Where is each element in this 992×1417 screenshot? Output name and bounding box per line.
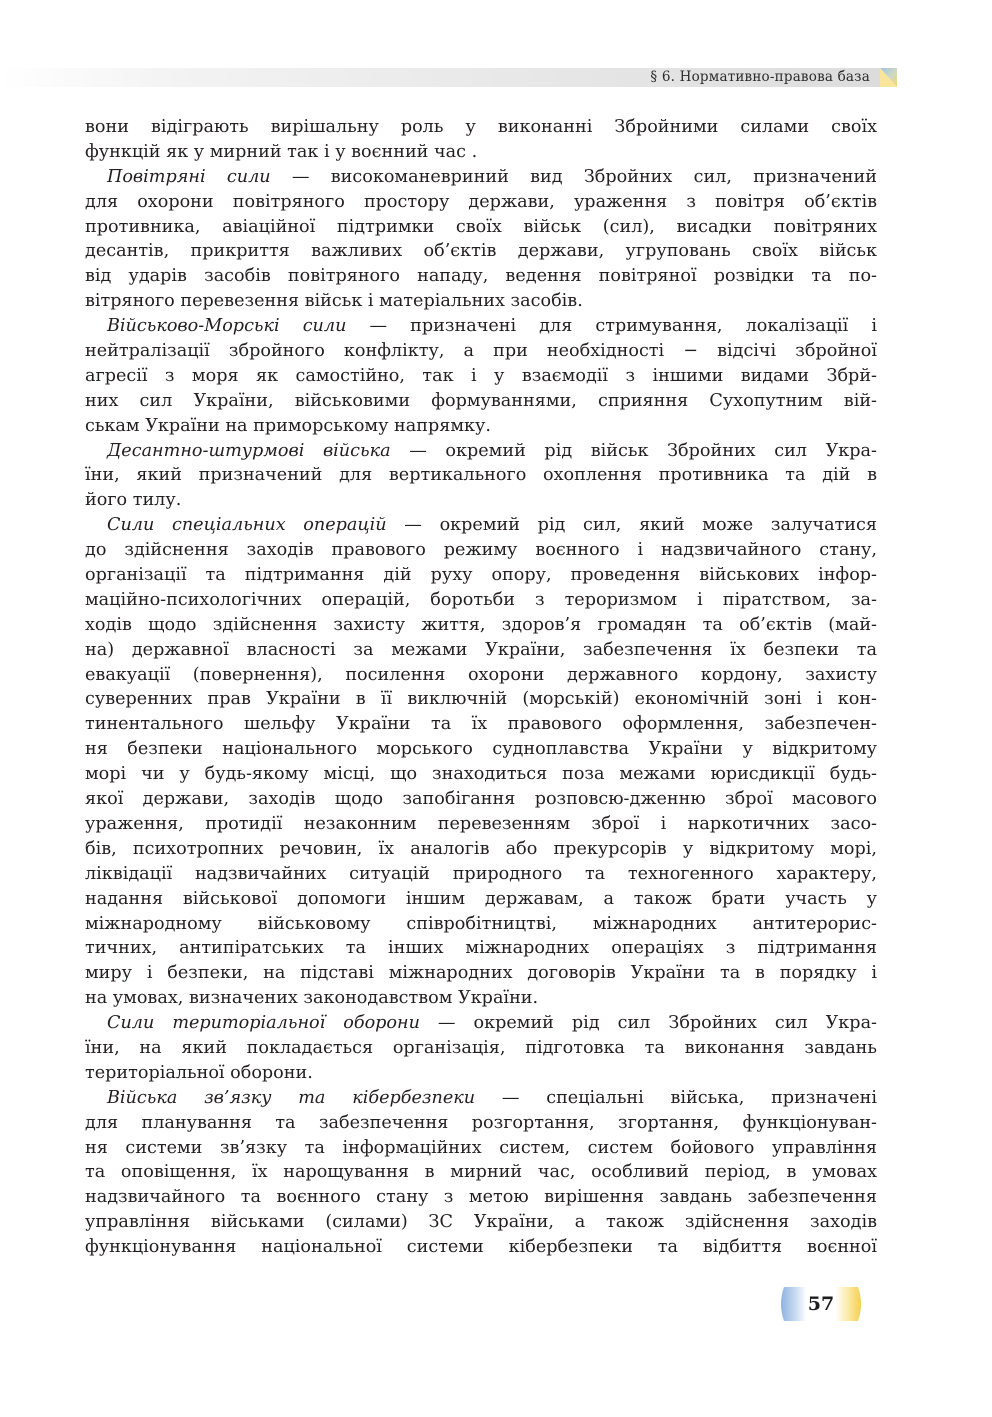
text-line: миру і безпеки, на підставі міжнародних договорів України та в порядку і — [85, 963, 877, 984]
text-line: маційно-психологічних операцій, боротьби з тероризмом і піратством, за- — [85, 589, 877, 610]
text-line: ураження, протидії незаконним перевезенням зброї і наркотичних засо- — [85, 813, 877, 834]
text-line: ходів щодо здійснення захисту життя, здоров’я громадян та об’єктів (май- — [85, 614, 877, 635]
text-line: противника, авіаційної підтримки своїх військ (сил), висадки повітряних — [85, 216, 877, 237]
text-line: міжнародному військовому співробітництві, міжнародних антитерорис- — [85, 913, 877, 934]
text-line: від ударів засобів повітряного нападу, ведення повітряної розвідки та по- — [85, 266, 877, 287]
term-signal-cyber: Війська зв’язку та кібербезпеки — [107, 1087, 476, 1108]
paragraph-start-line — [85, 314, 877, 339]
definition-text: — окремий рід військ Збройних сил Укра- — [390, 440, 877, 461]
text-line: вітряного перевезення військ і матеріальних засобів. — [85, 291, 583, 312]
text-line: тичних, антипіратських та інших міжнародних операціях з підтримання — [85, 938, 877, 959]
header-corner-decoration — [880, 68, 897, 87]
text-line: суверенних прав України в її виключній (морській) економічній зоні і кон- — [85, 689, 877, 710]
text-line: організації та підтримання дій руху опору, проведення військових інфор- — [85, 565, 877, 586]
definition-text: — окремий рід сил Збройних сил Укра- — [419, 1013, 877, 1034]
text-line: нейтралізації збройного конфлікту, а при необхідності − відсічі збройної — [85, 341, 877, 362]
text-line: морі чи у будь-якому місці, що знаходиться поза межами юрисдикції будь- — [85, 764, 877, 785]
text-line: десантів, прикриття важливих об’єктів держави, угруповань своїх військ — [85, 241, 877, 262]
text-line: для охорони повітряного простору держави, ураження з повітря об’єктів — [85, 191, 877, 212]
text-line: та оповіщення, їх нарощування в мирний час, особливий період, в умовах — [85, 1162, 877, 1183]
text-line: на) державної власності за межами України, забезпечення їх безпеки та — [85, 639, 877, 660]
definition-text: — високоманевриний вид Збройних сил, призначений — [270, 166, 877, 187]
text-line: вони відіграють вирішальну роль у виконанні Збройними силами своїх — [85, 117, 877, 137]
definition-text: — окремий рід сил, який може залучатися — [386, 515, 877, 536]
text-line: на умовах, визначених законодавством України. — [85, 988, 539, 1009]
text-line: надзвичайного та воєнного стану з метою вирішення завдань забезпечення — [85, 1187, 877, 1208]
text-line: тинентального шельфу України та їх правового оформлення, забезпечен- — [85, 714, 877, 735]
text-line: їни, який призначений для вертикального охоплення противника та дій в — [85, 465, 877, 486]
text-line: до здійснення заходів правового режиму воєнного і надзвичайного стану, — [85, 540, 877, 561]
text-line: функцій як у мирний так і у воєнний час . — [85, 141, 478, 162]
text-line: функціонування національної системи кібербезпеки та відбиття воєнної — [85, 1237, 877, 1258]
term-special-operations: Сили спеціальних операцій — [107, 515, 387, 536]
text-line: них сил України, військовими формуваннями, сприяння Сухопутним вій- — [85, 390, 877, 411]
text-line: евакуації (повернення), посилення охорони державного кордону, захисту — [85, 664, 877, 685]
paragraph-start-line — [85, 1086, 877, 1111]
paragraph-start-line — [85, 439, 877, 464]
paragraph-start-line — [85, 1011, 877, 1036]
text-line: управління військами (силами) ЗС України, а також здійснення заходів — [85, 1212, 877, 1233]
text-line: його тилу. — [85, 490, 182, 511]
text-line: їни, на який покладається організація, підготовка та виконання завдань — [85, 1037, 877, 1058]
section-title: § 6. Нормативно-правова база — [650, 69, 870, 85]
paragraph-start-line — [85, 165, 877, 190]
text-line: ня безпеки національного морського судноплавства України у відкритому — [85, 739, 877, 760]
definition-text: — призначені для стримування, локалізації і — [346, 316, 877, 337]
text-line: ліквідації надзвичайних ситуацій природного та техногенного характеру, — [85, 863, 877, 884]
text-line: агресії з моря як самостійно, так і у взаємодії з іншими видами Збрй- — [85, 365, 877, 386]
term-territorial-defense: Сили територіальної оборони — [107, 1013, 420, 1034]
text-line: для планування та забезпечення розгортання, згортання, функціонуван- — [85, 1112, 877, 1133]
term-air-assault: Десантно-штурмові війська — [107, 440, 391, 461]
text-line: бів, психотропних речовин, їх аналогів або прекурсорів у відкритому морі, — [85, 838, 877, 859]
definition-text: — спеціальні війська, призначені — [475, 1087, 877, 1108]
term-air-force: Повітряні сили — [107, 166, 271, 187]
text-line: якої держави, заходів щодо запобігання розповсю-дженню зброї масового — [85, 789, 877, 810]
text-line: ня системи зв’язку та інформаційних систем, систем бойового управління — [85, 1137, 877, 1158]
page-body — [85, 115, 877, 1260]
text-line: територіальної оборони. — [85, 1062, 313, 1083]
term-navy: Військово-Морські сили — [107, 316, 347, 337]
text-line: надання військової допомоги іншим державам, а також брати участь у — [85, 888, 877, 909]
text-line: ськам України на приморському напрямку. — [85, 415, 491, 436]
page-number: 57 — [807, 1293, 835, 1315]
paragraph-start-line — [85, 513, 877, 538]
